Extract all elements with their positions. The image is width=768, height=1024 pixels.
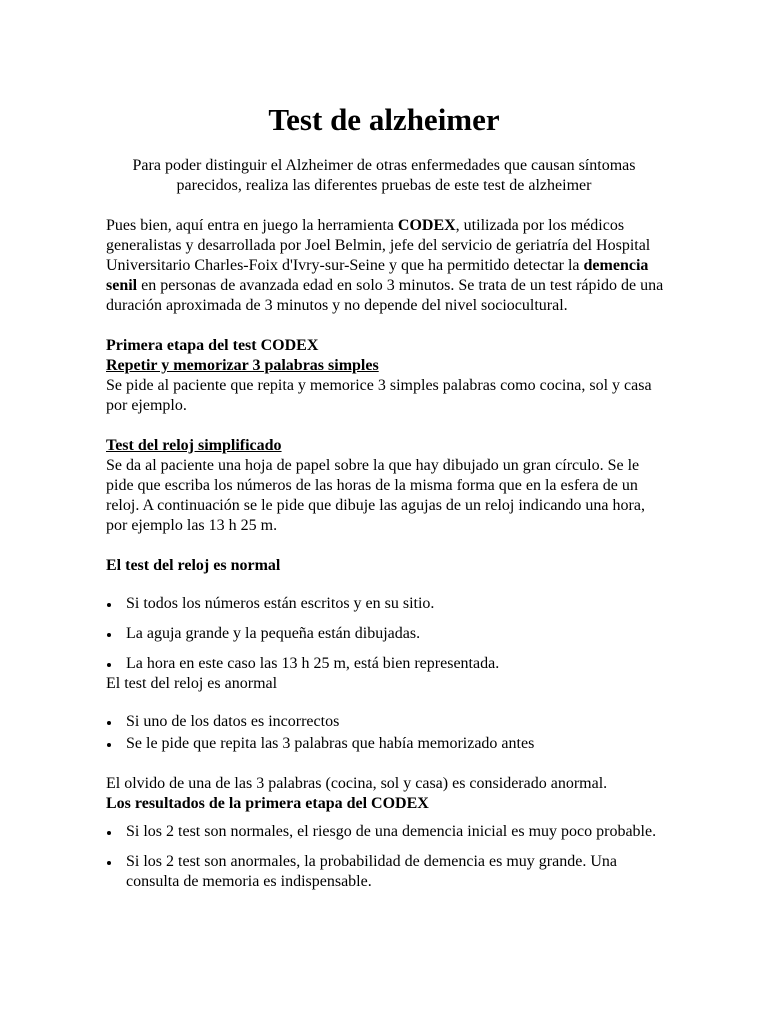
subtitle: Para poder distinguir el Alzheimer de otras enfermedades que causan síntomas parecidos, realiza las diferentes pruebas de este test de alzheimer [132, 157, 636, 194]
reloj-heading-wrap [106, 436, 666, 456]
codex-term: CODEX [397, 217, 456, 234]
list-item: La hora en este caso las 13 h 25 m, está bien representada. [106, 654, 662, 674]
list-item: Si los 2 test son normales, el riesgo de una demencia inicial es muy poco probable. [106, 822, 662, 842]
normal-heading: El test del reloj es normal [106, 557, 281, 574]
anormal-heading: El test del reloj es anormal [106, 675, 278, 692]
intro-text-1: Pues bien, aquí entra en juego la herramienta [106, 217, 398, 234]
reloj-text: Se da al paciente una hoja de papel sobre la que hay dibujado un gran círculo. Se le pide que escriba los números de las horas de la misma forma que en la esfera de un reloj. A continuación se le pide que dibuje las agujas de un reloj indicando una hora, por ejemplo las 13 h 25 m. [106, 457, 645, 534]
repetir-text: Se pide al paciente que repita y memorice 3 simples palabras como cocina, sol y casa por ejemplo. [106, 377, 652, 414]
resultados-heading: Los resultados de la primera etapa del CODEX [106, 795, 429, 812]
list-item: Se le pide que repita las 3 palabras que había memorizado antes [106, 734, 662, 754]
intro-text-2: , utilizada por los médicos generalistas y desarrollada por Joel Belmin, jefe del servicio de geriatría del Hospital Universitario Charles-Foix d'Ivry-sur-Seine y que ha permitido detectar la [106, 217, 651, 274]
repetir-heading: Repetir y memorizar 3 palabras simples [106, 357, 379, 374]
list-item: Si todos los números están escritos y en su sitio. [106, 594, 662, 614]
demencia-term: demencia senil [106, 257, 649, 294]
page-title: Test de alzheimer [268, 102, 500, 137]
intro-paragraph [106, 216, 666, 316]
normal-list [106, 594, 662, 674]
resultados-list [106, 822, 662, 892]
intro-text-3: en personas de avanzada edad en solo 3 minutos. Se trata de un test rápido de una duración aproximada de 3 minutos y no depende del nivel sociocultural. [106, 277, 664, 314]
list-item: La aguja grande y la pequeña están dibujadas. [106, 624, 662, 644]
olvido-text: El olvido de una de las 3 palabras (cocina, sol y casa) es considerado anormal. [106, 775, 608, 792]
list-item: Si uno de los datos es incorrectos [106, 712, 662, 732]
repetir-heading-wrap [106, 356, 666, 376]
list-item: Si los 2 test son anormales, la probabilidad de demencia es muy grande. Una consulta de memoria es indispensable. [106, 852, 662, 892]
primera-etapa-heading: Primera etapa del test CODEX [106, 337, 319, 354]
reloj-heading: Test del reloj simplificado [106, 437, 282, 454]
anormal-list [106, 712, 662, 754]
